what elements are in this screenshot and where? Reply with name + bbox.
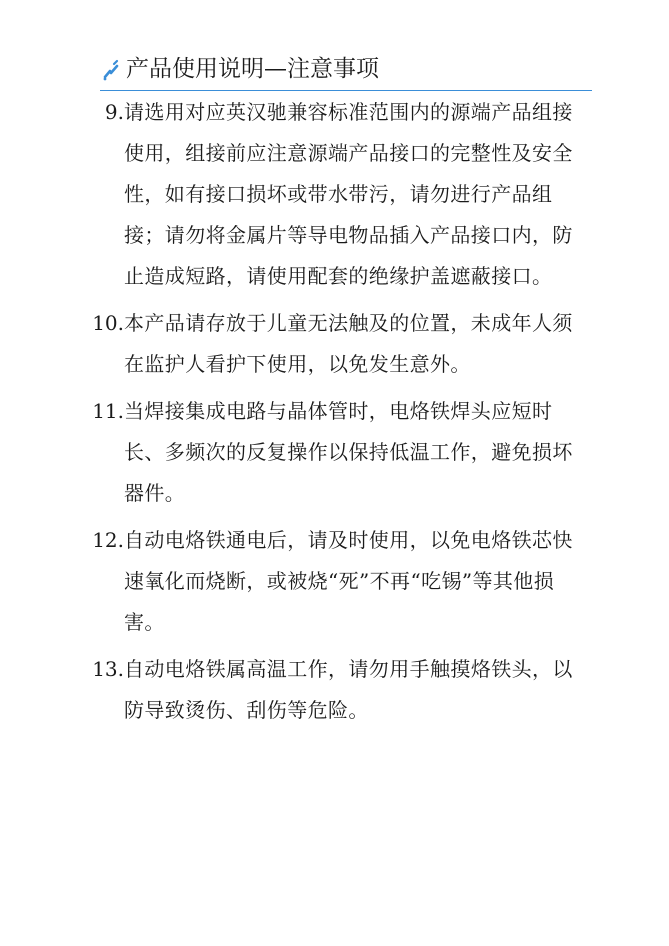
notice-item-11	[0, 391, 669, 514]
item-text: 自动电烙铁通电后，请及时使用，以免电烙铁芯快速氧化而烧断，或被烧“死”不再“吃锡”等其他损害。	[124, 528, 573, 634]
notice-item-9	[0, 92, 669, 297]
sparkle-icon	[102, 58, 120, 82]
item-text: 自动电烙铁属高温工作，请勿用手触摸烙铁头，以防导致烫伤、刮伤等危险。	[124, 657, 573, 722]
item-number: 13.	[92, 657, 124, 681]
section-header	[100, 50, 592, 91]
item-text: 当焊接集成电路与晶体管时，电烙铁焊头应短时长、多频次的反复操作以保持低温工作，避免损坏器件。	[124, 399, 573, 505]
page-title: 产品使用说明—注意事项	[126, 56, 379, 82]
notice-item-12	[0, 520, 669, 643]
item-number: 10.	[92, 311, 124, 335]
item-number: 12.	[92, 528, 124, 552]
notice-list	[0, 92, 669, 737]
item-text: 请选用对应英汉驰兼容标准范围内的源端产品组接使用，组接前应注意源端产品接口的完整性及安全性，如有接口损坏或带水带污，请勿进行产品组接；请勿将金属片等导电物品插入产品接口内，防止造成短路，请使用配套的绝缘护盖遮蔽接口。	[124, 100, 573, 288]
item-text: 本产品请存放于儿童无法触及的位置，未成年人须在监护人看护下使用，以免发生意外。	[124, 311, 573, 376]
notice-item-13	[0, 649, 669, 731]
item-number: 11.	[92, 399, 124, 423]
item-number: 9.	[104, 100, 124, 124]
notice-item-10	[0, 303, 669, 385]
